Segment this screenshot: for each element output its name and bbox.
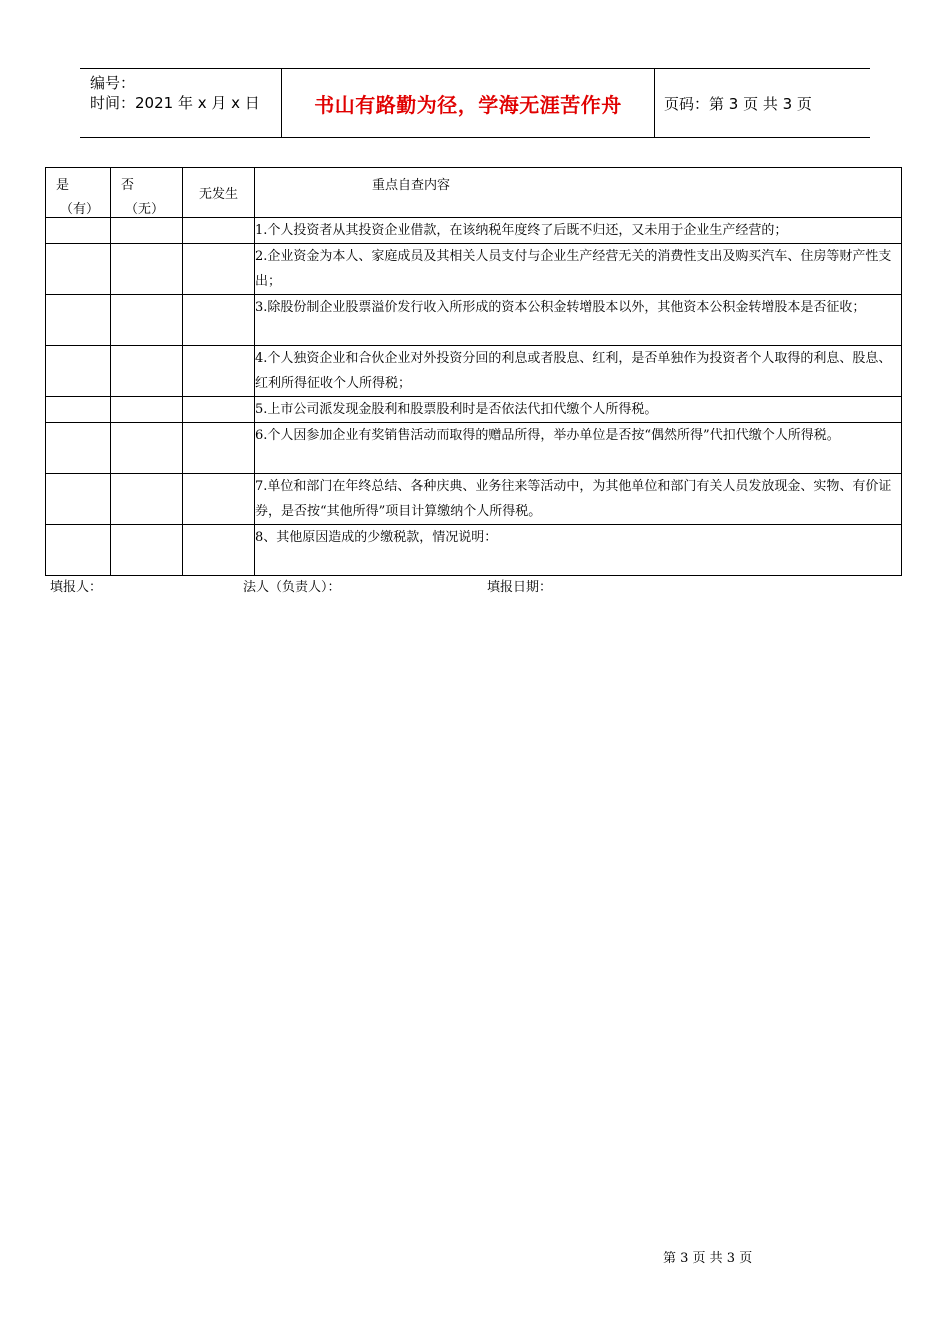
check-no-cell[interactable]: [111, 295, 183, 346]
item-text: 1.个人投资者从其投资企业借款，在该纳税年度终了后既不归还，又未用于企业生产经营的；: [255, 218, 902, 244]
table-row: [46, 346, 902, 397]
table-row: [46, 525, 902, 576]
table-header-row: [46, 168, 902, 218]
fill-date-label: 填报日期：: [487, 580, 553, 595]
check-none-cell[interactable]: [183, 346, 255, 397]
check-none-cell[interactable]: [183, 218, 255, 244]
header-left: [90, 73, 260, 113]
check-none-cell[interactable]: [183, 244, 255, 295]
motto: 书山有路勤为径，学海无涯苦作舟: [314, 92, 622, 117]
item-text: 6.个人因参加企业有奖销售活动而取得的赠品所得，举办单位是否按“偶然所得”代扣代缴个人所得税。: [255, 423, 902, 474]
check-yes-cell[interactable]: [46, 397, 111, 423]
table-row: [46, 295, 902, 346]
filler-label: 填报人：: [50, 580, 103, 595]
check-no-cell[interactable]: [111, 423, 183, 474]
item-text: 7.单位和部门在年终总结、各种庆典、业务往来等活动中，为其他单位和部门有关人员发放现金、实物、有价证券，是否按“其他所得”项目计算缴纳个人所得税。: [255, 474, 902, 525]
table-row: [46, 423, 902, 474]
col-header-none: 无发生: [183, 168, 255, 218]
check-none-cell[interactable]: [183, 474, 255, 525]
check-none-cell[interactable]: [183, 295, 255, 346]
check-none-cell[interactable]: [183, 525, 255, 576]
check-yes-cell[interactable]: [46, 423, 111, 474]
item-text: 2.企业资金为本人、家庭成员及其相关人员支付与企业生产经营无关的消费性支出及购买汽车、住房等财产性支出；: [255, 244, 902, 295]
self-check-table: [45, 167, 902, 576]
check-yes-cell[interactable]: [46, 346, 111, 397]
check-none-cell[interactable]: [183, 397, 255, 423]
item-text: 4.个人独资企业和合伙企业对外投资分回的利息或者股息、红利，是否单独作为投资者个人取得的利息、股息、红利所得征收个人所得税；: [255, 346, 902, 397]
check-yes-cell[interactable]: [46, 525, 111, 576]
check-yes-cell[interactable]: [46, 295, 111, 346]
col-header-no: 否 （无）: [111, 168, 183, 218]
page-code: 页码：第 3 页 共 3 页: [664, 94, 812, 113]
item-text: 5.上市公司派发现金股利和股票股利时是否依法代扣代缴个人所得税。: [255, 397, 902, 423]
header-divider: [654, 69, 655, 137]
check-no-cell[interactable]: [111, 244, 183, 295]
page-number: 第 3 页 共 3 页: [663, 1251, 753, 1266]
table-row: [46, 474, 902, 525]
check-yes-cell[interactable]: [46, 244, 111, 295]
page-header: [80, 68, 870, 138]
check-no-cell[interactable]: [111, 474, 183, 525]
check-yes-cell[interactable]: [46, 218, 111, 244]
check-yes-cell[interactable]: [46, 474, 111, 525]
check-none-cell[interactable]: [183, 423, 255, 474]
table-row: [46, 397, 902, 423]
table-row: [46, 218, 902, 244]
number-label: 编号：: [90, 74, 136, 92]
check-no-cell[interactable]: [111, 525, 183, 576]
time-label: 时间：2021 年 x 月 x 日: [90, 94, 260, 112]
check-no-cell[interactable]: [111, 218, 183, 244]
check-no-cell[interactable]: [111, 397, 183, 423]
col-header-yes: 是 （有）: [46, 168, 111, 218]
table-row: [46, 244, 902, 295]
item-text: 3.除股份制企业股票溢价发行收入所形成的资本公积金转增股本以外，其他资本公积金转增股本是否征收；: [255, 295, 902, 346]
item-text: 8、其他原因造成的少缴税款，情况说明：: [255, 525, 902, 576]
check-no-cell[interactable]: [111, 346, 183, 397]
col-header-content: 重点自查内容: [255, 168, 902, 218]
legal-person-label: 法人（负责人）：: [243, 580, 341, 595]
signature-line: [50, 576, 750, 596]
